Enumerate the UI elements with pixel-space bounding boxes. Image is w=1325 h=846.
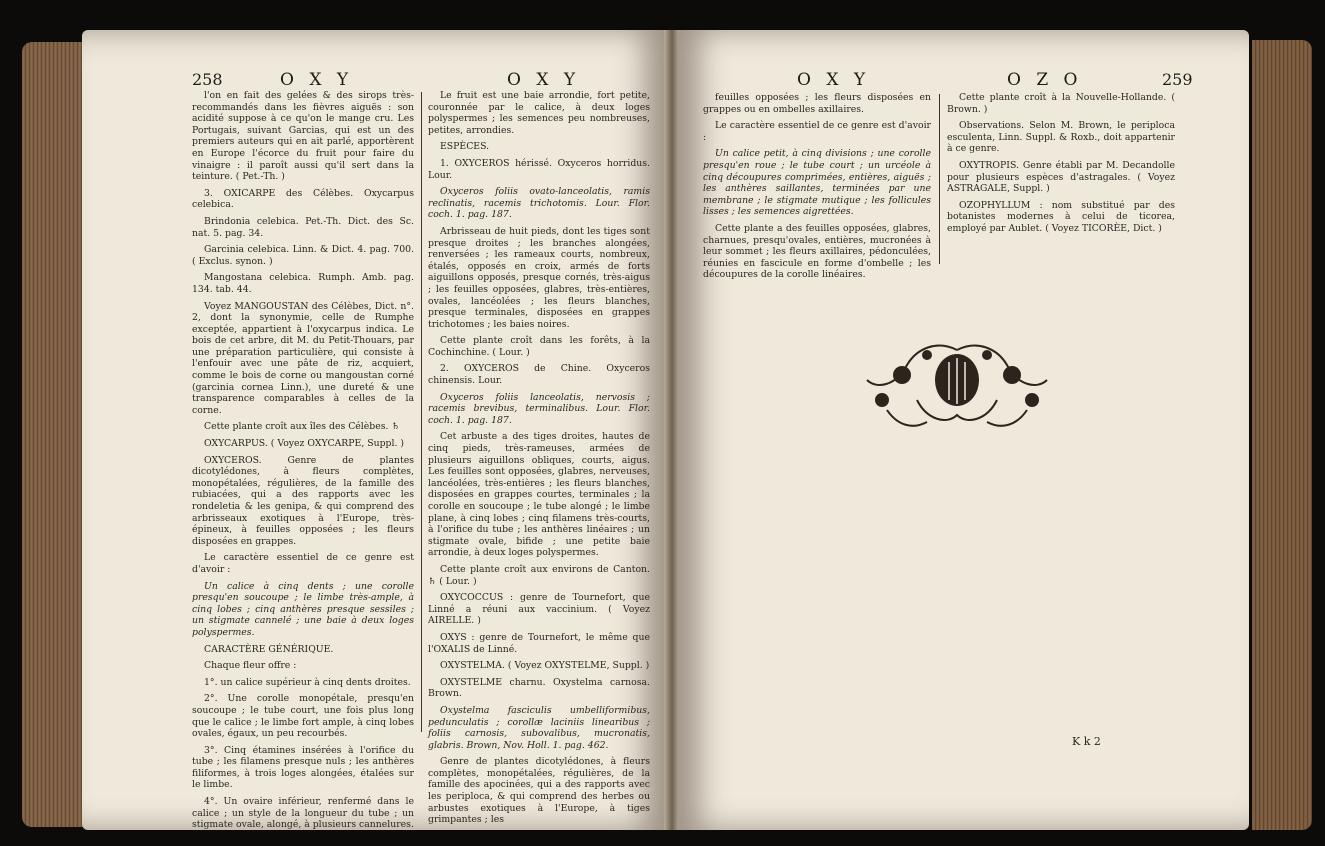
- running-head-right-2: O Z O: [1007, 70, 1083, 90]
- right-column-2: [947, 92, 1175, 240]
- paragraph: Brindonia celebica. Pet.-Th. Dict. des Sc. nat. 5. pag. 34.: [192, 215, 414, 239]
- paragraph: feuilles opposées ; les fleurs disposées en grappes ou en ombelles axillaires.: [703, 92, 931, 115]
- paragraph: CARACTÈRE GÉNÉRIQUE.: [204, 643, 334, 655]
- floral-vignette-ornament: [857, 330, 1057, 440]
- paragraph: 2°. Une corolle monopétale, presqu'en soucoupe ; le tube court, une fois plus long que le calice ; le limbe fort ample, à cinq lobes ovales, égaux, un peu recourbés.: [192, 693, 414, 740]
- paragraph: Cette plante croît à la Nouvelle-Hollande. ( Brown. ): [947, 92, 1175, 115]
- column-rule: [421, 92, 422, 732]
- paragraph: Oxystelma fasciculis umbelliformibus, pedunculatis ; corollæ laciniis linearibus ; foliis carnosis, subovalibus, mucronatis, glabris. Brown, Nov. Holl. 1. pag. 462.: [428, 704, 650, 751]
- open-book: [22, 14, 1312, 839]
- paragraph: OXYSTELMA. ( Voyez OXYSTELME, Suppl. ): [440, 660, 650, 672]
- right-page: [677, 30, 1249, 830]
- paragraph: Cet arbuste a des tiges droites, hautes de cinq pieds, très-rameuses, armées de plusieurs aiguillons obliques, courts, aigus. Les feuilles sont opposées, glabres, nerveuses, lancéolées, très-entières ; les fleurs blanches, disposées en grappes courtes, terminales ; la corolle en soucoupe ; le tube alongé ; le limbe plane, à cinq lobes ; cinq filamens très-courts, à l'orifice du tube ; les anthères linéaires ; un stigmate ovale, bifide ; une petite baie arrondie, à deux loges polyspermes.: [428, 431, 650, 559]
- paragraph: Le caractère essentiel de ce genre est d'avoir :: [192, 552, 414, 575]
- paragraph: Chaque fleur offre :: [204, 660, 297, 672]
- paragraph: Le caractère essentiel de ce genre est d'avoir :: [703, 120, 931, 143]
- paragraph: OXYTROPIS. Genre établi par M. Decandolle pour plusieurs espèces d'astragales. ( Voyez ASTRAGALE, Suppl. ): [947, 159, 1175, 195]
- paragraph: Cette plante croît aux îles des Célèbes. ♄: [204, 421, 400, 433]
- paragraph: 2. OXYCEROS de Chine. Oxyceros chinensis. Lour.: [428, 363, 650, 387]
- paragraph: Observations. Selon M. Brown, le periploca esculenta, Linn. Suppl. & Roxb., doit appartenir à ce genre.: [947, 120, 1175, 155]
- page-number-left: 258: [192, 70, 223, 89]
- paragraph: OXYCOCCUS : genre de Tournefort, que Linné a réuni aux vaccinium. ( Voyez AIRELLE. ): [428, 592, 650, 627]
- paragraph: Garcinia celebica. Linn. & Dict. 4. pag. 700. ( Exclus. synon. ): [192, 244, 414, 267]
- paragraph: Genre de plantes dicotylédones, à fleurs complètes, monopétalées, régulières, de la famille des apocinées, qui a des rapports avec les periploca, & qui comprend des herbes ou arbustes exotiques à l'Europe, à tiges grimpantes ; les: [428, 756, 650, 826]
- running-head-left-2: O X Y: [507, 70, 581, 90]
- paragraph: OXYCARPUS. ( Voyez OXYCARPE, Suppl. ): [204, 438, 405, 450]
- paragraph: 1°. un calice supérieur à cinq dents droites.: [204, 676, 411, 688]
- left-column-1: [192, 90, 414, 830]
- paragraph: ESPÈCES.: [440, 141, 490, 153]
- signature-mark: K k 2: [1072, 735, 1101, 748]
- paragraph: Voyez MANGOUSTAN des Célèbes, Dict. n°. 2, dont la synonymie, celle de Rumphe exceptée, appartient à l'oxycarpus indica. Le bois de cet arbre, dit M. du Petit-Thouars, par une préparation particulière, qui consiste à l'enfouir avec une pâte de riz, acquiert, comme le bois de corne ou mangoustan corné (garcinia cornea Linn.), une dureté & une transparence comparables à celles de la corne.: [192, 300, 414, 416]
- paragraph: OZOPHYLLUM : nom substitué par des botanistes modernes à celui de ticorea, employé par Aublet. ( Voyez TICORÈE, Dict. ): [947, 199, 1175, 234]
- paragraph: Oxyceros foliis ovato-lanceolatis, ramis reclinatis, racemis trichotomis. Lour. Flor. coch. 1. pag. 187.: [428, 186, 650, 221]
- paragraph: Le fruit est une baie arrondie, fort petite, couronnée par le calice, à deux loges polyspermes ; les semences peu nombreuses, petites, arrondies.: [428, 90, 650, 136]
- book-edge-right: [1252, 40, 1312, 830]
- running-head-right-1: O X Y: [797, 70, 871, 90]
- left-column-2: [428, 90, 650, 830]
- page-number-right: 259: [1162, 70, 1193, 89]
- paragraph: Cette plante croît dans les forêts, à la Cochinchine. ( Lour. ): [428, 335, 650, 358]
- paragraph: OXYCEROS. Genre de plantes dicotylédones, à fleurs complètes, monopétalées, régulières, de la famille des rubiacées, qui a des rapports avec les rondeletia & les genipa, & qui comprend des arbrisseaux exotiques à l'Europe, très-épineux, à feuilles opposées ; les fleurs disposées en grappes.: [192, 454, 414, 547]
- left-page: [82, 30, 667, 830]
- paragraph: Un calice petit, à cinq divisions ; une corolle presqu'en roue ; le tube court ; un urcéole à cinq découpures comprimées, entières, aiguës ; les anthères saillantes, terminées par une membrane ; le stigmate mutique ; les follicules lisses ; les semences aigrettées.: [703, 148, 931, 218]
- running-head-left-1: O X Y: [280, 70, 354, 90]
- paragraph: Oxyceros foliis lanceolatis, nervosis ; racemis brevibus, terminalibus. Lour. Flor. coch. 1. pag. 187.: [428, 391, 650, 426]
- paragraph: 3. OXICARPE des Célèbes. Oxycarpus celebica.: [192, 187, 414, 211]
- right-column-1: [703, 92, 931, 286]
- paragraph: OXYS : genre de Tournefort, le même que l'OXALIS de Linné.: [428, 631, 650, 655]
- paragraph: 1. OXYCEROS hérissé. Oxyceros horridus. Lour.: [428, 157, 650, 181]
- paragraph: Cette plante a des feuilles opposées, glabres, charnues, presqu'ovales, entières, mucronées à leur sommet ; les fleurs axillaires, pédonculées, réunies en fascicule en forme d'ombelle ; les découpures de la corolle linéaires.: [703, 222, 931, 281]
- paragraph: 3°. Cinq étamines insérées à l'orifice du tube ; les filamens presque nuls ; les anthères filiformes, à trois loges alongées, étalées sur le limbe.: [192, 744, 414, 791]
- paragraph: Mangostana celebica. Rumph. Amb. pag. 134. tab. 44.: [192, 272, 414, 295]
- paragraph: l'on en fait des gelées & des sirops très-recommandés dans les fièvres aiguës : son acidité suppose à ce qu'on le mange cru. Les Portugais, suivant Garcias, qui est un des premiers auteurs qui en ait parlé, apportèrent en Europe l'écorce du fruit pour faire du vinaigre : il paroît aussi qu'il sert dans la teinture. ( Pet.-Th. ): [192, 90, 414, 183]
- paragraph: Un calice à cinq dents ; une corolle presqu'en soucoupe ; le limbe très-ample, à cinq lobes ; cinq anthères presque sessiles ; un stigmate cannelé ; une baie à deux loges polyspermes.: [192, 580, 414, 638]
- paragraph: OXYSTELME charnu. Oxystelma carnosa. Brown.: [428, 676, 650, 700]
- paragraph: 4°. Un ovaire inférieur, renfermé dans le calice ; un style de la longueur du tube ; un stigmate ovale, alongé, à plusieurs cannelures.: [192, 796, 414, 830]
- column-rule: [939, 94, 940, 264]
- paragraph: Arbrisseau de huit pieds, dont les tiges sont presque droites ; les branches alongées, renversées ; les rameaux courts, nombreux, étalés, opposés en croix, armés de forts aiguillons opposés, presque cornés, très-aigus ; les feuilles opposées, glabres, très-entières, ovales, lancéolées ; les fleurs blanches, presque terminales, disposées en grappes trichotomes ; les baies noires.: [428, 225, 650, 330]
- paragraph: Cette plante croît aux environs de Canton. ♄ ( Lour. ): [428, 563, 650, 587]
